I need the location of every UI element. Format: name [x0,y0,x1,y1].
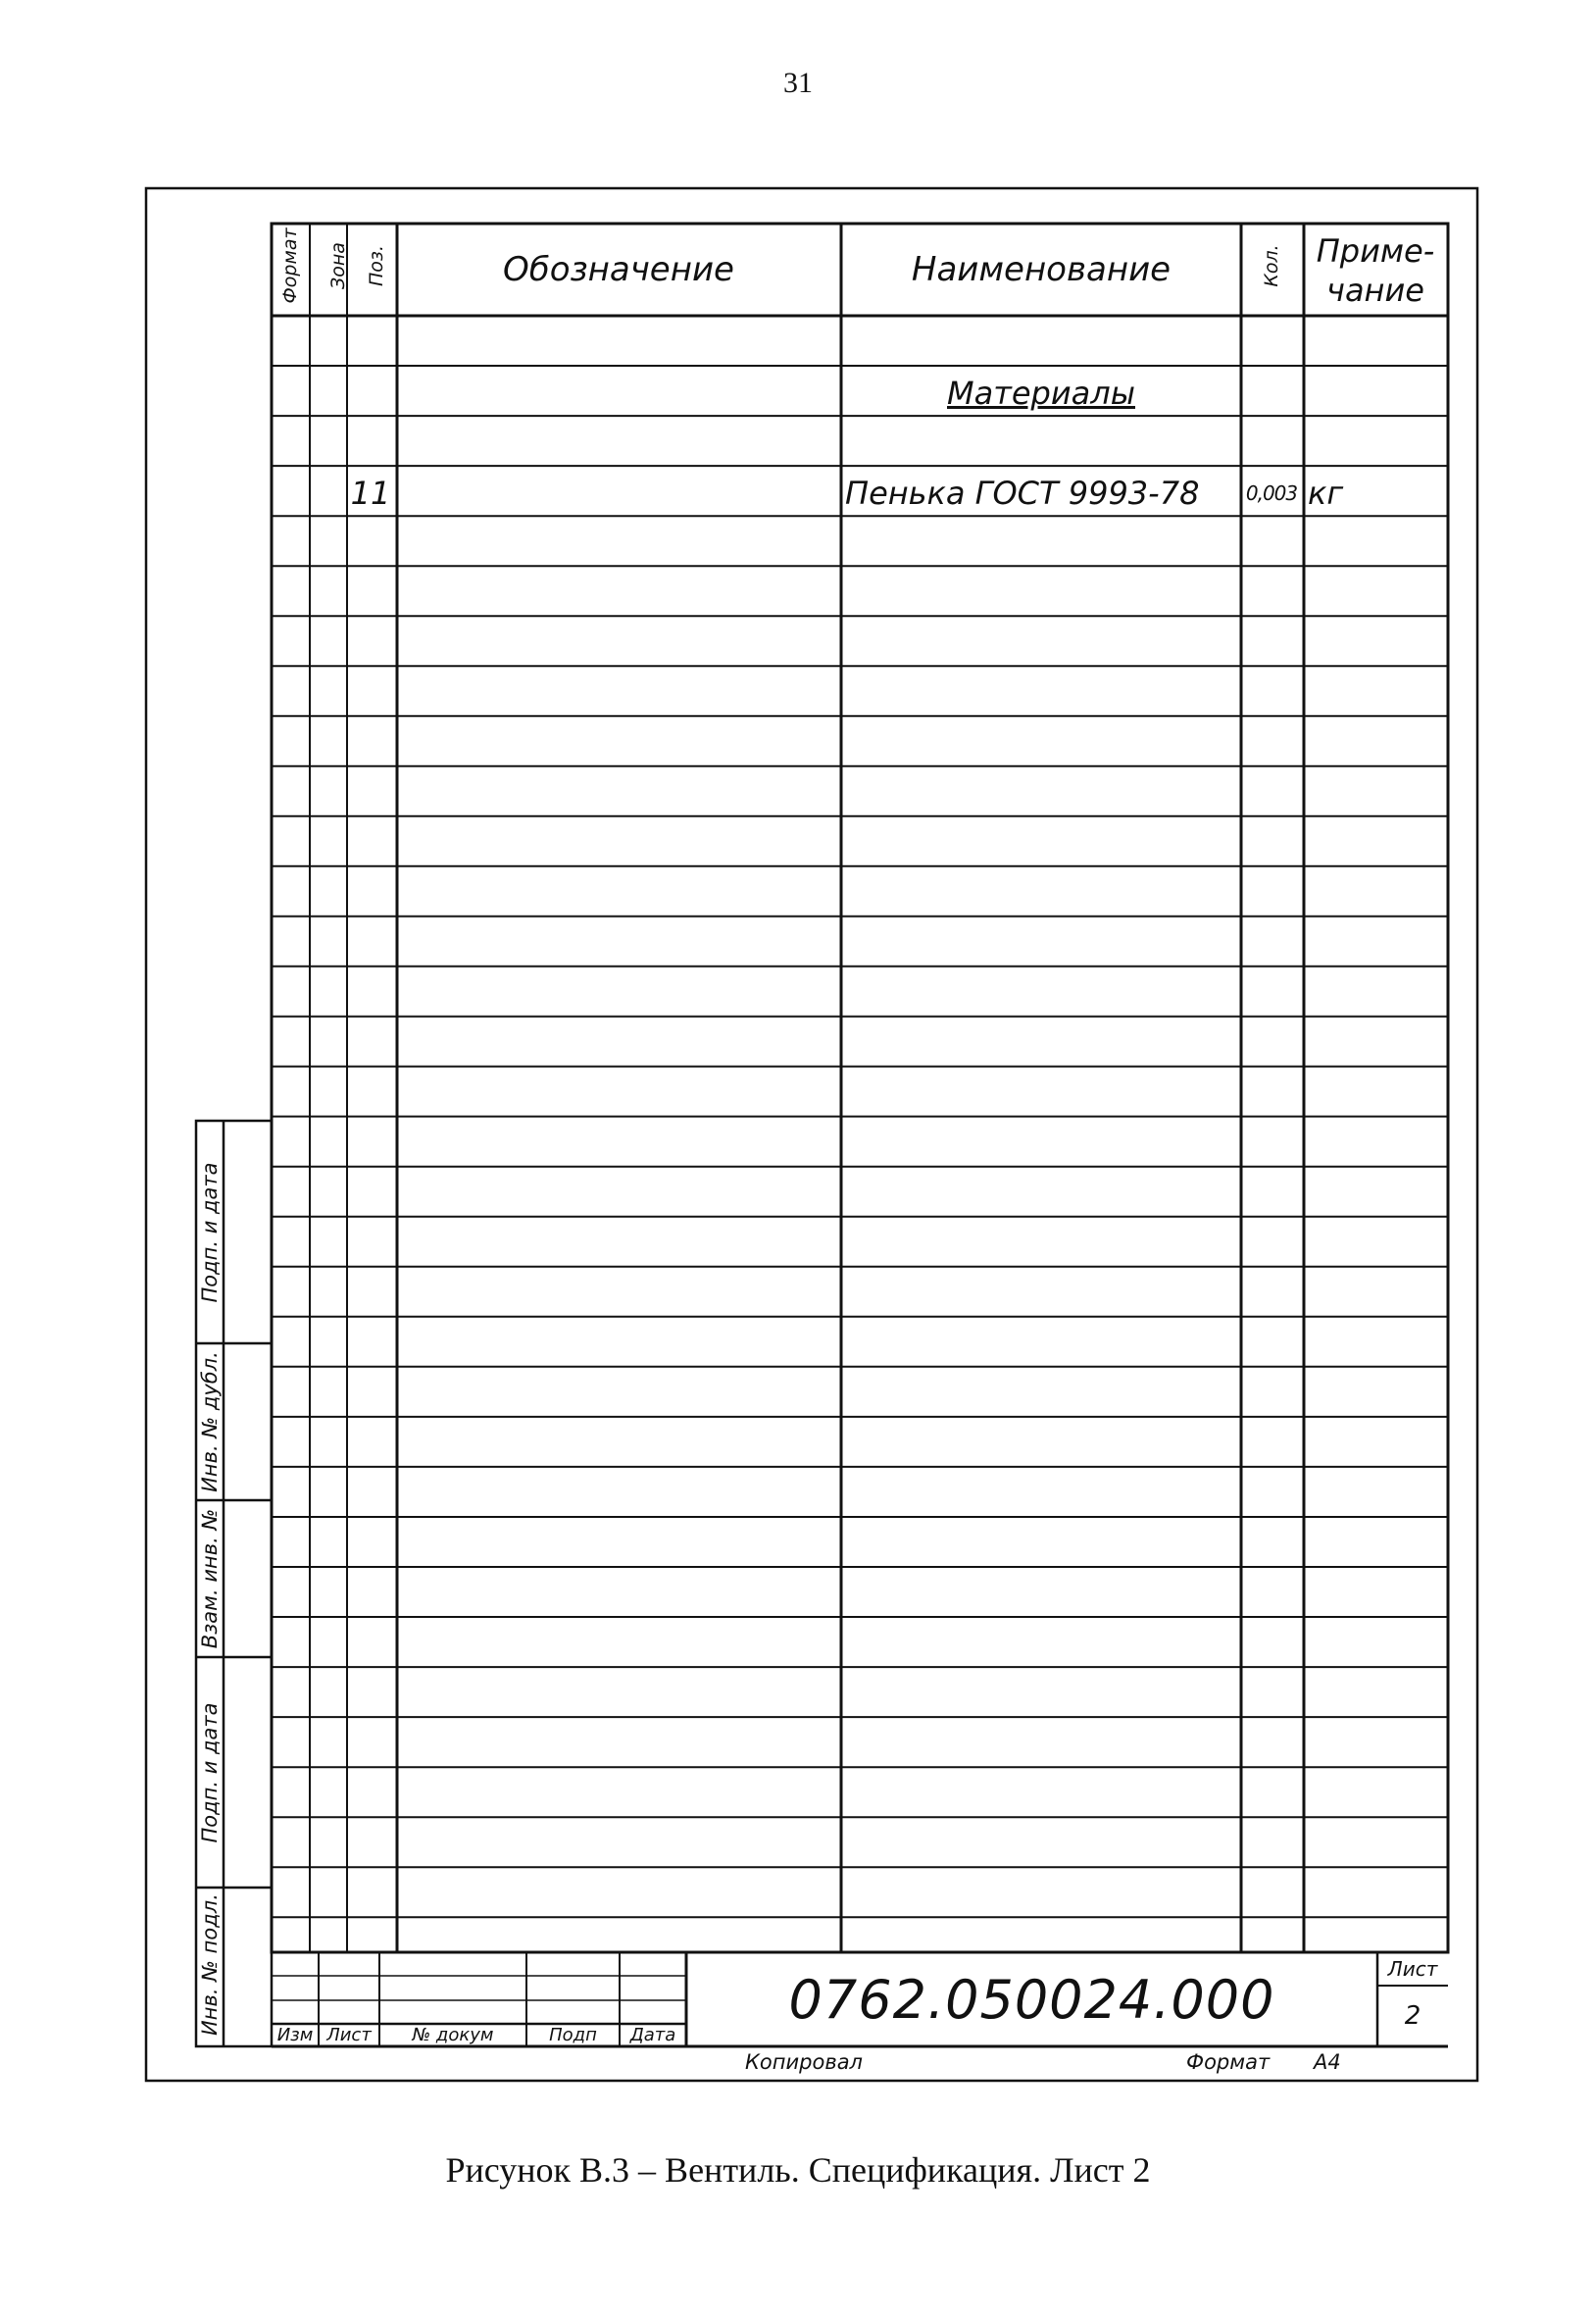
tb-designation: 0762.050024.000 [788,1968,1275,2031]
tb-sheet-number: 2 [1404,2001,1421,2031]
header-zone: Зона [327,242,349,289]
header-format: Формат [279,227,301,304]
header-note-line2: чание [1326,272,1424,309]
footer-format-label: Формат [1186,2050,1271,2074]
tb-sign: Подп [549,2025,597,2045]
tb-doc-no: № докум [412,2025,494,2045]
stamp-vzam-inv: Взам. инв. № [198,1508,222,1649]
header-designation: Обозначение [503,250,734,289]
stamp-sign-date-bottom: Подп. и дата [198,1702,222,1843]
figure-caption: Рисунок В.3 – Вентиль. Спецификация. Лист 2 [445,2150,1151,2190]
header-qty: Кол. [1261,244,1282,287]
row-name: Пенька ГОСТ 9993-78 [845,475,1200,512]
row-qty: 0,003 [1245,481,1298,505]
tb-izm: Изм [276,2025,314,2045]
row-pos: 11 [350,475,391,512]
page-number: 31 [783,67,813,99]
header-note-line1: Приме- [1316,232,1435,270]
footer-format-value: А4 [1314,2050,1341,2074]
stamp-inv-dup: Инв. № дубл. [198,1351,222,1492]
header-name: Наименование [911,250,1172,289]
footer-copied: Копировал [745,2050,863,2074]
tb-sheet-label: Лист [1387,1957,1438,1981]
tb-list: Лист [326,2025,372,2045]
stamp-sign-date-top: Подп. и дата [198,1162,222,1303]
header-pos: Поз. [366,244,387,287]
tb-date: Дата [629,2025,676,2045]
row-note: кг [1308,475,1344,512]
section-title: Материалы [947,375,1135,412]
stamp-inv-orig: Инв. № подл. [198,1893,222,2036]
